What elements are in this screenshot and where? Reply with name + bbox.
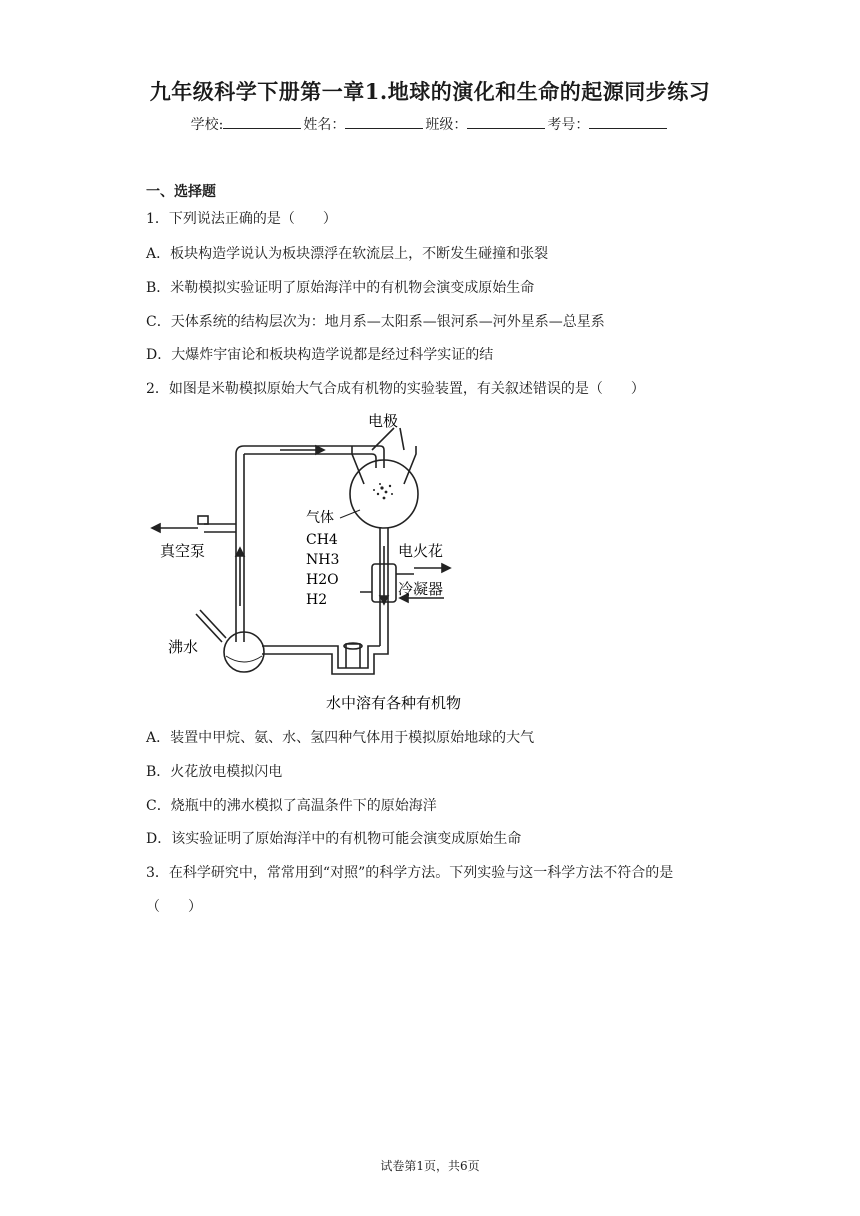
q2-option-a: A．装置中甲烷、氨、水、氢四种气体用于模拟原始地球的大气 <box>146 730 535 746</box>
label-ch4: CH4 <box>306 532 338 548</box>
label-spark: 电火花 <box>398 542 444 560</box>
school-label: 学校: <box>190 117 224 133</box>
q2-option-b: B．火花放电模拟闪电 <box>146 764 283 780</box>
class-blank <box>467 115 545 129</box>
q2-stem: 2．如图是米勒模拟原始大气合成有机物的实验装置，有关叙述错误的是（ ） <box>146 381 645 397</box>
student-info-line <box>0 114 860 134</box>
page-footer: 试卷第1页，共6页 <box>380 1159 480 1173</box>
exam-no-blank <box>589 115 667 129</box>
q1-option-d: D．大爆炸宇宙论和板块构造学说都是经过科学实证的结 <box>146 347 494 363</box>
label-h2o: H2O <box>306 572 339 588</box>
label-gas: 气体 <box>306 510 334 526</box>
q2-option-d: D．该实验证明了原始海洋中的有机物可能会演变成原始生命 <box>146 831 522 847</box>
section-title: 一、选择题 <box>146 184 216 200</box>
label-h2: H2 <box>306 592 328 608</box>
exam-no-label: 考号： <box>547 117 590 133</box>
spark-marks <box>373 483 393 499</box>
document-title: 九年级科学下册第一章1.地球的演化和生命的起源同步练习 <box>149 79 711 104</box>
label-condenser: 冷凝器 <box>398 580 444 598</box>
school-blank <box>223 115 301 129</box>
q3-stem: 3．在科学研究中，常常用到“对照”的科学方法。下列实验与这一科学方法不符合的是 <box>146 865 674 881</box>
q1-option-c: C．天体系统的结构层次为：地月系—太阳系—银河系—河外星系—总星系 <box>146 314 605 330</box>
q1-stem: 1．下列说法正确的是（ ） <box>146 211 337 227</box>
name-blank <box>345 115 423 129</box>
name-label: 姓名： <box>303 117 346 133</box>
q2-option-c: C．烧瓶中的沸水模拟了高温条件下的原始海洋 <box>146 798 437 814</box>
label-electrode: 电极 <box>368 412 399 430</box>
label-nh3: NH3 <box>306 552 340 568</box>
label-boiling-water: 沸水 <box>168 638 199 656</box>
class-label: 班级： <box>425 117 468 133</box>
q1-option-b: B．米勒模拟实验证明了原始海洋中的有机物会演变成原始生命 <box>146 280 535 296</box>
q3-stem-bracket: （ ） <box>146 899 202 915</box>
miller-apparatus-figure <box>146 406 706 718</box>
miller-apparatus-diagram <box>146 406 706 718</box>
q1-option-a: A．板块构造学说认为板块漂浮在软流层上，不断发生碰撞和张裂 <box>146 246 549 262</box>
label-water-organics: 水中溶有各种有机物 <box>326 694 462 712</box>
label-vacuum-pump: 真空泵 <box>160 542 206 560</box>
